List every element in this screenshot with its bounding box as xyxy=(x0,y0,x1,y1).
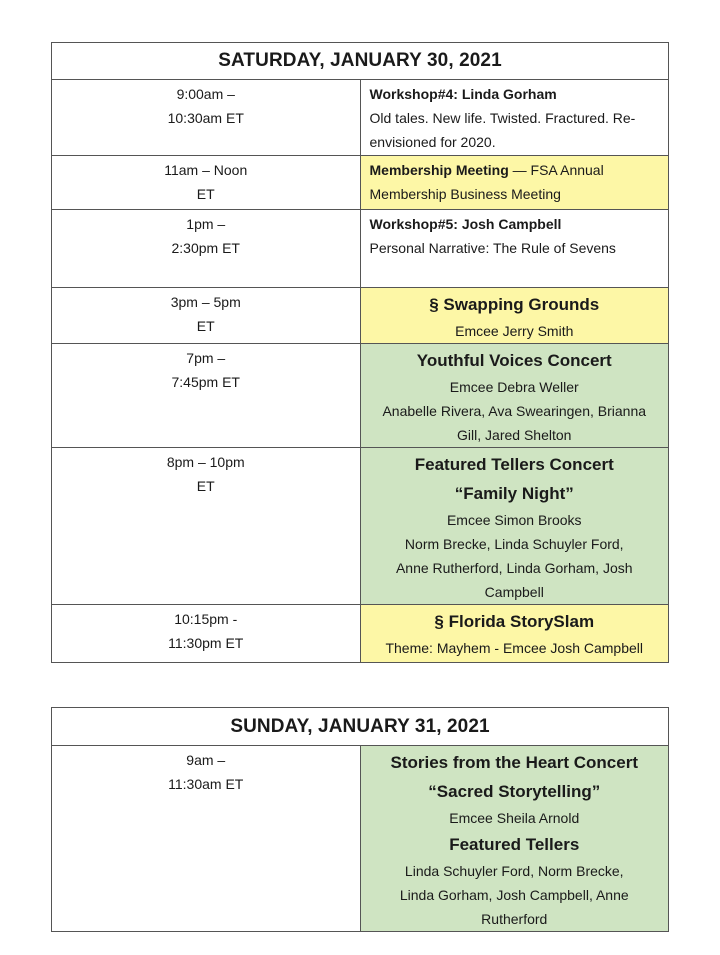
event-line: Emcee Sheila Arnold xyxy=(449,810,580,826)
event-cell xyxy=(360,344,669,448)
event-subtitle: “Sacred Storytelling” xyxy=(428,782,601,801)
time-start: 1pm – xyxy=(186,216,226,232)
sunday-schedule-table xyxy=(51,707,669,932)
event-description: Old tales. New life. Twisted. Fractured. Re-envisioned for 2020. xyxy=(369,110,636,150)
event-line: Linda Schuyler Ford, Norm Brecke, xyxy=(404,863,624,879)
time-end: 11:30am ET xyxy=(168,776,244,792)
time-end: ET xyxy=(196,318,215,334)
event-line: Linda Gorham, Josh Campbell, Anne Rutherford xyxy=(399,887,629,927)
event-cell xyxy=(360,156,669,210)
time-end: ET xyxy=(196,478,215,494)
time-cell xyxy=(52,448,361,605)
time-start: 9am – xyxy=(186,752,226,768)
event-title: Workshop#5: Josh Campbell xyxy=(369,216,562,232)
table-row xyxy=(52,156,669,210)
time-end: 2:30pm ET xyxy=(171,240,240,256)
event-title: Featured Tellers Concert xyxy=(414,455,614,474)
event-line: Anabelle Rivera, Ava Swearingen, Brianna Gill, Jared Shelton xyxy=(382,403,647,443)
event-title: § Swapping Grounds xyxy=(429,295,600,314)
event-cell xyxy=(360,80,669,156)
time-cell xyxy=(52,605,361,663)
saturday-schedule-table xyxy=(51,42,669,663)
event-title: Membership Meeting xyxy=(369,162,509,178)
event-title: § Florida StorySlam xyxy=(434,612,595,631)
time-cell xyxy=(52,210,361,288)
event-line: Norm Brecke, Linda Schuyler Ford, xyxy=(404,536,624,552)
event-cell xyxy=(360,605,669,663)
event-line: Emcee Debra Weller xyxy=(449,379,579,395)
time-start: 8pm – 10pm xyxy=(166,454,245,470)
event-line: Emcee Jerry Smith xyxy=(455,323,574,339)
event-title: Featured Tellers xyxy=(449,835,580,854)
event-line: Anne Rutherford, Linda Gorham, Josh Campbell xyxy=(395,560,633,600)
time-cell xyxy=(52,156,361,210)
table-row xyxy=(52,605,669,663)
time-start: 3pm – 5pm xyxy=(170,294,241,310)
time-end: ET xyxy=(196,186,215,202)
time-cell xyxy=(52,80,361,156)
table-row xyxy=(52,210,669,288)
event-title: Youthful Voices Concert xyxy=(416,351,612,370)
table-row xyxy=(52,448,669,605)
event-subtitle: “Family Night” xyxy=(454,484,574,503)
table-row xyxy=(52,288,669,344)
time-start: 11am – Noon xyxy=(164,162,248,178)
time-start: 9:00am – xyxy=(176,86,235,102)
event-description: — FSA Annual Membership Business Meeting xyxy=(369,162,604,202)
time-end: 11:30pm ET xyxy=(168,635,244,651)
time-end: 10:30am ET xyxy=(167,110,244,126)
event-line: Theme: Mayhem - Emcee Josh Campbell xyxy=(385,640,644,656)
sunday-heading: SUNDAY, JANUARY 31, 2021 xyxy=(52,708,669,746)
saturday-heading: SATURDAY, JANUARY 30, 2021 xyxy=(52,43,669,80)
event-cell xyxy=(360,288,669,344)
time-start: 7pm – xyxy=(186,350,226,366)
event-title: Stories from the Heart Concert xyxy=(390,753,638,772)
table-row xyxy=(52,344,669,448)
table-row xyxy=(52,80,669,156)
time-cell xyxy=(52,288,361,344)
event-line: Emcee Simon Brooks xyxy=(446,512,582,528)
event-title: Workshop#4: Linda Gorham xyxy=(369,86,557,102)
event-description: Personal Narrative: The Rule of Sevens xyxy=(369,240,616,256)
table-row xyxy=(52,746,669,932)
time-start: 10:15pm - xyxy=(174,611,238,627)
event-cell xyxy=(360,448,669,605)
time-cell xyxy=(52,344,361,448)
event-cell xyxy=(360,210,669,288)
time-end: 7:45pm ET xyxy=(171,374,240,390)
event-cell xyxy=(360,746,669,932)
time-cell xyxy=(52,746,361,932)
